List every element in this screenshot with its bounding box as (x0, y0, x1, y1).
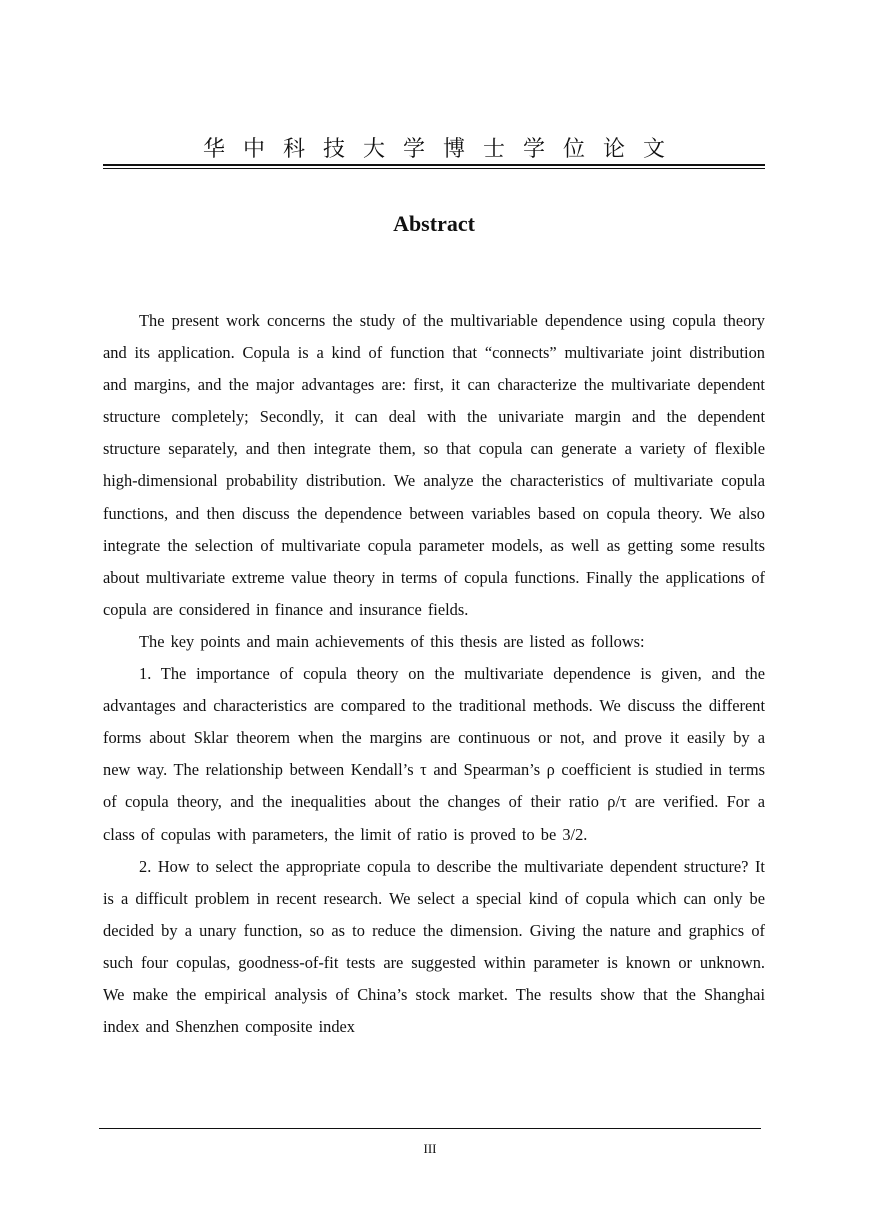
paragraph-point-2: 2. How to select the appropriate copula to describe the multivariate dependent structure? It is a difficult problem in recent research. We select a special kind of copula which can only be decided by a unary function, so as to reduce the dimension. Giving the nature and graphics of such four copulas, goodness-of-fit tests are suggested within parameter is known or unknown. We make the empirical analysis of China’s stock market. The results show that the Shanghai index and Shenzhen composite index (103, 856, 765, 1037)
header-rule-thick (103, 164, 765, 166)
header-rule-thin (103, 168, 765, 169)
paragraph-key-points: The key points and main achievements of this thesis are listed as follows: (139, 631, 645, 651)
abstract-body (103, 305, 765, 1043)
page-number: III (423, 1141, 437, 1156)
thesis-header-title: 华中科技大学博士学位论文 (202, 137, 683, 162)
paragraph-point-1: 1. The importance of copula theory on the multivariate dependence is given, and the advantages and characteristics are compared to the traditional methods. We discuss the different forms about Sklar theorem when the margins are continuous or not, and prove it easily by a new way. The relationship between Kendall’s τ and Spearman’s ρ coefficient is studied in terms of copula theory, and the inequalities about the changes of their ratio ρ/τ are verified. For a class of copulas with parameters, the limit of ratio is proved to be 3/2. (103, 664, 765, 844)
paragraph-intro: The present work concerns the study of the multivariable dependence using copula theory and its application. Copula is a kind of function that “connects” multivariate joint distribution and margins, and the major advantages are: first, it can characterize the multivariate dependent structure completely; Secondly, it can deal with the univariate margin and the dependent structure separately, and then integrate them, so that copula can generate a variety of flexible high-dimensional probability distribution. We analyze the characteristics of multivariate copula functions, and then discuss the dependence between variables based on copula theory. We also integrate the selection of multivariate copula parameter models, as well as getting some results about multivariate extreme value theory in terms of copula functions. Finally the applications of copula are considered in finance and insurance fields. (103, 311, 765, 619)
footer-rule (99, 1128, 761, 1129)
page-title: Abstract (393, 211, 475, 236)
